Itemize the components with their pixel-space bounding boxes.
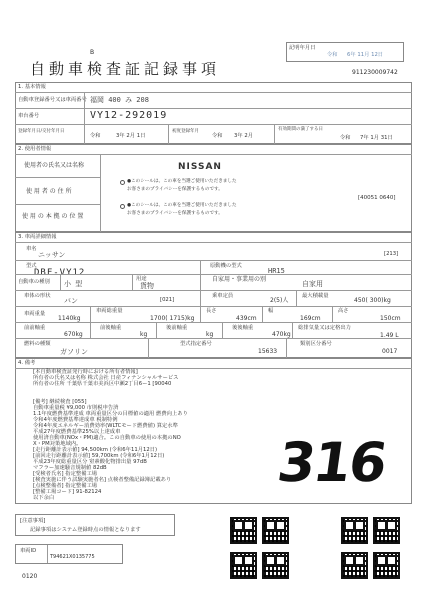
remark-line: 平成27年度燃費基準25%以上達成車 — [33, 429, 121, 435]
displacement-value: 1.49 L — [380, 332, 399, 339]
first-reg-era: 令和 — [90, 133, 101, 139]
remark-line: [整備工場コード] 91-82124 — [33, 489, 102, 495]
rear-front-axle-value: kg — [206, 331, 214, 338]
first-year-era: 令和 — [212, 133, 223, 139]
privacy-sticker-2-line2: お客さまのプライバシーを保護するものです。 — [127, 211, 223, 216]
privacy-sticker-1-line1: ●このシールは、この車を当選ご使用いただきました — [127, 179, 237, 184]
height-value: 150cm — [380, 315, 401, 322]
reg-no-value: 福岡 400 み 208 — [90, 96, 149, 104]
rear-rear-axle-label: 後後軸重 — [232, 325, 254, 331]
issue-date-value: 6年 11月 12日 — [347, 52, 384, 58]
vehicle-weight-label: 車両重量 — [24, 311, 46, 317]
remark-line: [検査実施に伴う試験実施者名] 点検者整備記録簿記載あり — [33, 477, 172, 483]
remark-line: [本自動車検査証発行時における所有者情報] — [33, 369, 138, 375]
engine-label: 原動機の型式 — [210, 263, 242, 269]
remark-line: [前回走行距離計表示値] 59,700km (令和6年1月12日) — [33, 453, 165, 459]
maker-code: [213] — [384, 251, 399, 257]
use-label: 用途 — [136, 276, 147, 282]
remark-line: [受検者氏名] 指定整備工場 — [33, 471, 98, 477]
maker-value: ニッサン — [38, 251, 66, 259]
capacity-label: 乗車定員 — [212, 293, 234, 299]
first-year-value: 3年 2月 — [234, 133, 254, 139]
privacy-code: [40051 0640] — [358, 195, 396, 201]
document-number: 911230009742 — [352, 69, 398, 76]
remark-line: 自動車重量税 ¥9,000 市則税申告済 — [33, 405, 119, 411]
model-value: DBF-VY12 — [34, 268, 86, 278]
base-location-label: 使 用 の 本 拠 の 位 置 — [22, 213, 84, 220]
displacement-label: 総排気量又は定格出力 — [298, 325, 351, 331]
front-rear-axle-label: 前後軸重 — [100, 325, 122, 331]
user-address-label: 使 用 者 の 住 所 — [26, 188, 72, 195]
section3-heading: 3. 車両詳細情報 — [18, 234, 57, 240]
user-name-label: 使用者の氏名又は名称 — [24, 162, 85, 169]
vehicle-id-label: 車両ID — [20, 548, 37, 554]
engine-value: HR15 — [268, 267, 285, 275]
section4-heading: 4. 備考 — [18, 360, 36, 366]
remark-line: X・PM対策地域内。 — [33, 441, 82, 447]
chassis-value: VY12-292019 — [90, 110, 168, 121]
qr-code — [373, 517, 400, 544]
model-label: 型式 — [26, 263, 37, 269]
remark-line: [備考] 継続検査 [055] — [33, 399, 87, 405]
max-load-value: 450( 300)kg — [354, 297, 391, 304]
gross-weight-value: 1700( 1715)kg — [150, 315, 195, 322]
front-front-axle-value: 670kg — [64, 331, 83, 338]
use-value: 貨物 — [140, 282, 154, 290]
qr-code — [341, 552, 368, 579]
first-year-label: 初度登録年月 — [172, 129, 199, 134]
section2-heading: 2. 使用者情報 — [18, 146, 52, 152]
privacy-lock-icon — [120, 204, 125, 209]
section1-heading: 1. 基本情報 — [18, 84, 46, 90]
width-label: 幅 — [268, 308, 274, 314]
front-front-axle-label: 前前軸重 — [24, 325, 46, 331]
remark-line: 平成23年度総重量区分 窒素酸化物排出量 97dB — [33, 459, 147, 465]
notes-box — [15, 514, 175, 536]
remark-line: 以下余白 — [33, 495, 55, 501]
page-code: 0120 — [22, 573, 38, 580]
body-shape-value: バン — [64, 297, 78, 305]
category-number-value: 0017 — [382, 348, 398, 355]
height-label: 高さ — [338, 308, 349, 314]
maker-label: 車名 — [26, 246, 37, 252]
vehicle-type-value: 小 型 — [64, 280, 83, 288]
expiry-era: 令和 — [340, 135, 351, 141]
privacy-sticker-2-line1: ●このシールは、この車を当選ご使用いただきました — [127, 203, 237, 208]
body-shape-code: [021] — [160, 297, 175, 303]
privacy-sticker-1-line2: お客さまのプライバシーを保護するものです。 — [127, 187, 223, 192]
first-reg-label: 登録年月日/交付年月日 — [18, 129, 65, 134]
remark-line: 使用済自動車(NOx・PM)適合。この自動車の使用の本拠のNO — [33, 435, 181, 441]
front-rear-axle-value: kg — [140, 331, 148, 338]
capacity-value: 2(5)人 — [270, 297, 289, 304]
handwritten-number: 316 — [273, 431, 390, 494]
rear-front-axle-label: 後前軸重 — [166, 325, 188, 331]
remark-line: [点検整備者] 指定整備工場 — [33, 483, 98, 489]
remark-line: 所有者の氏名又は名称 株式会社 日産フィナンシャルサービス — [33, 375, 179, 381]
rear-rear-axle-value: 470kg — [272, 331, 291, 338]
corner-mark: B — [90, 49, 95, 56]
category-number-label: 類別区分番号 — [300, 341, 332, 347]
issue-date-box — [286, 42, 404, 62]
length-value: 439cm — [236, 315, 257, 322]
remark-line: [走行距離計表示値] 94,500km (令和6年11月12日) — [33, 447, 158, 453]
fuel-type-value: ガソリン — [60, 348, 88, 356]
body-shape-label: 車体の形状 — [24, 293, 51, 299]
nissan-logo: NISSAN — [178, 162, 222, 172]
remark-line: 令和4年度燃費基準達成車 税制特例 — [33, 417, 118, 423]
notes-text: 記録事項はシステム登録時点の情報となります — [30, 527, 141, 533]
first-reg-value: 3年 2月 1日 — [116, 133, 146, 139]
qr-code — [262, 517, 289, 544]
spec-number-label: 型式指定番号 — [180, 341, 212, 347]
qr-code — [230, 517, 257, 544]
remark-line: 所有者の住所 千葉県千葉市美浜区中瀬2丁目6ー1 [90040 — [33, 381, 172, 387]
private-commercial-label: 自家用・事業用の別 — [212, 276, 267, 283]
expiry-value: 7年 1月 31日 — [360, 135, 393, 141]
vehicle-type-label: 自動車の種別 — [18, 279, 50, 285]
remark-line: 1.1年度燃費基準達成 車両重量区分の目標値の適用 燃費向上あり — [33, 411, 188, 417]
issue-date-label: 記明年月日 — [289, 45, 316, 51]
notes-heading: [注意事項] — [20, 518, 46, 524]
expiry-label: 有効期間の満了する日 — [278, 127, 323, 132]
remark-line: 令和4年度エネルギー消費効率(WLTCモード燃費値) 算定水準 — [33, 423, 178, 429]
vehicle-id-box — [15, 544, 123, 564]
spec-number-value: 15633 — [258, 348, 278, 355]
length-label: 長さ — [206, 308, 217, 314]
gross-weight-label: 車両総重量 — [96, 308, 123, 314]
max-load-label: 最大積載量 — [302, 293, 329, 299]
document-title: 自動車検査証記録事項 — [30, 60, 221, 78]
chassis-label: 車台番号 — [18, 113, 40, 119]
qr-code — [262, 552, 289, 579]
issue-date-era: 令和 — [327, 52, 338, 58]
vehicle-weight-value: 1140kg — [58, 315, 81, 322]
privacy-lock-icon — [120, 180, 125, 185]
vehicle-id-value: T94621X0135775 — [50, 554, 95, 560]
qr-code — [373, 552, 400, 579]
qr-code — [230, 552, 257, 579]
reg-no-label: 自動車登録番号又は車両番号 — [18, 97, 87, 103]
remark-line: マフラー加速騒音規制値 82dB — [33, 465, 107, 471]
private-commercial-value: 自家用 — [302, 280, 323, 288]
fuel-type-label: 燃料の種類 — [24, 341, 51, 347]
width-value: 169cm — [300, 315, 321, 322]
qr-code — [341, 517, 368, 544]
